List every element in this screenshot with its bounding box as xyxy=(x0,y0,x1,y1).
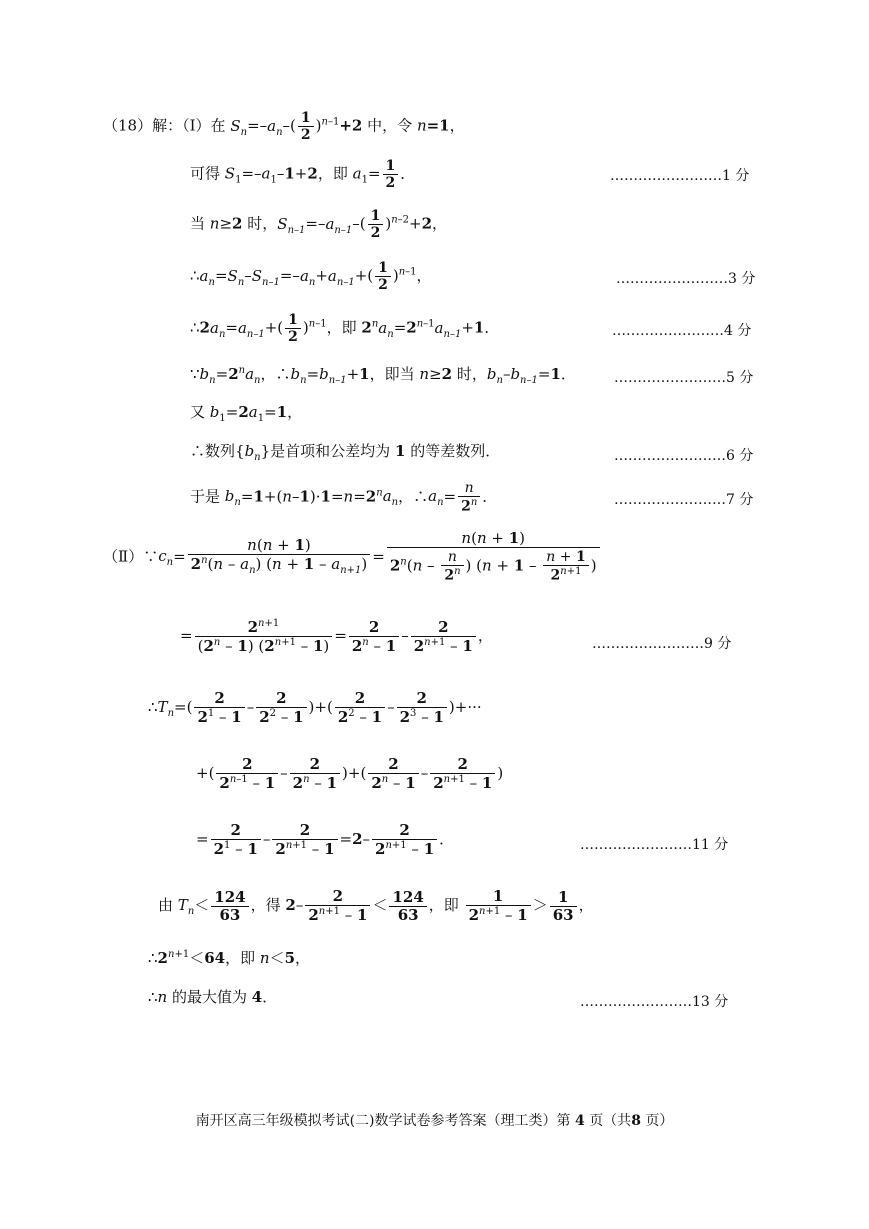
part2-label: （Ⅱ） xyxy=(103,547,144,566)
score-mark-9: ……………………9 分 xyxy=(592,636,732,652)
line-tn-1: $\therefore T_n=$( $\frac{2}{2^1 - 1}$ – $\frac{2}{2^2 - 1}$ )+( $\frac{2}{2^2 - 1}$ – $\frac{2}{2^3 - 1}$ )+··· xyxy=(148,689,482,726)
line-a1: 可得 $S_1=-a_1-1+2$，即 $a_1=$ $\frac{1}{2}$ ． xyxy=(190,158,416,191)
score-mark-11: ……………………11 分 xyxy=(580,837,729,853)
line-part1-given: （18）解：（Ⅰ）在 $S_n=-a_n-$( $\frac{1}{2}$ )$^{n-1}$+2 中，令 n=1， xyxy=(103,110,465,143)
line-inequality: 由 $T_n<$ $\frac{124}{63}$ ，得 2– $\frac{2}{2^{n+1} - 1}$ ＜ $\frac{124}{63}$ ，即 $\frac{1}{2^{n+1} - 1}$ ＞ $\frac{1}{63}$ ， xyxy=(158,887,594,924)
line-arith-seq: ∴数列$\{b_n\}$是首项和公差均为 1 的等差数列． xyxy=(190,442,501,463)
problem-number: （18）解： xyxy=(103,116,183,135)
page-footer: 南开区高三年级模拟考试(二)数学试卷参考答案（理工类）第 4 页（共8 页） xyxy=(195,1113,674,1129)
line-tn-3: = $\frac{2}{2^1 - 1}$ – $\frac{2}{2^{n+1} - 1}$ =2– $\frac{2}{2^{n+1} - 1}$ ． xyxy=(196,821,455,858)
line-bn: $\because b_n=2^na_n$，$\therefore b_n=b_{n-1}+1$，即当 n≥2 时，$b_n-b_{n-1}=1$． xyxy=(190,365,576,386)
part1-label: （Ⅰ） xyxy=(182,116,211,135)
line-2an: $\therefore 2a_n=a_{n-1}+$( $\frac{1}{2}$ )$^{n-1}$，即 $2^na_n=2^{n-1}a_{n-1}+1$． xyxy=(190,312,500,345)
line-power: $\therefore 2^{n+1}<64$，即 n＜5， xyxy=(148,949,311,967)
page-number: 4 xyxy=(574,1113,585,1129)
score-mark-4: ……………………4 分 xyxy=(612,323,752,339)
page-total: 8 xyxy=(631,1113,641,1129)
line-b1: 又 $b_1=2a_1=1$， xyxy=(190,403,303,424)
line-tn-2: +( $\frac{2}{2^{n-1} - 1}$ – $\frac{2}{2^n - 1}$ )+( $\frac{2}{2^n - 1}$ – $\frac{2}{2^{n+1} - 1}$ ) xyxy=(196,755,504,792)
line-max-n: ∴n 的最大值为 4． xyxy=(148,988,278,1006)
score-mark-3: ……………………3 分 xyxy=(616,271,756,287)
line-cn-simplified: = $\frac{2^{n+1}}{(2^n - 1) (2^{n+1} - 1)}$ = $\frac{2}{2^n - 1}$ – $\frac{2}{2^{n+1} - 1}$ ， xyxy=(180,617,493,655)
line-an-result: 于是 $b_n=1+(n-1)\cdot 1=n=2^na_n$，$\therefore a_n=$ $\frac{n}{2^n}$ ． xyxy=(190,480,498,515)
line-an-diff: $\therefore a_n=S_n-S_{n-1}=-a_n+a_{n-1}+$( $\frac{1}{2}$ )$^{n-1}$， xyxy=(190,260,432,293)
score-mark-13: ……………………13 分 xyxy=(580,994,729,1010)
line-cn: $(Ⅱ)\because c_n=$ $\frac{n(n + 1)}{2^n(n - a_n) (n + 1 - a_{n+1})}$ = n(n + 1) 2$^n$(n – $\frac{n}{2^n}$ ) (n + 1 – $\frac{n + 1}{2^{n+1}}$ ) xyxy=(103,530,602,585)
score-mark-6: ……………………6 分 xyxy=(614,448,754,464)
score-mark-7: ……………………7 分 xyxy=(614,492,754,508)
score-mark-1: ……………………1 分 xyxy=(610,168,750,184)
score-mark-5: ……………………5 分 xyxy=(614,370,754,386)
line-n-ge-2: 当 n≥2 时，$S_{n-1}=-a_{n-1}-$( $\frac{1}{2}$ )$^{n-2}$+2， xyxy=(190,208,448,241)
